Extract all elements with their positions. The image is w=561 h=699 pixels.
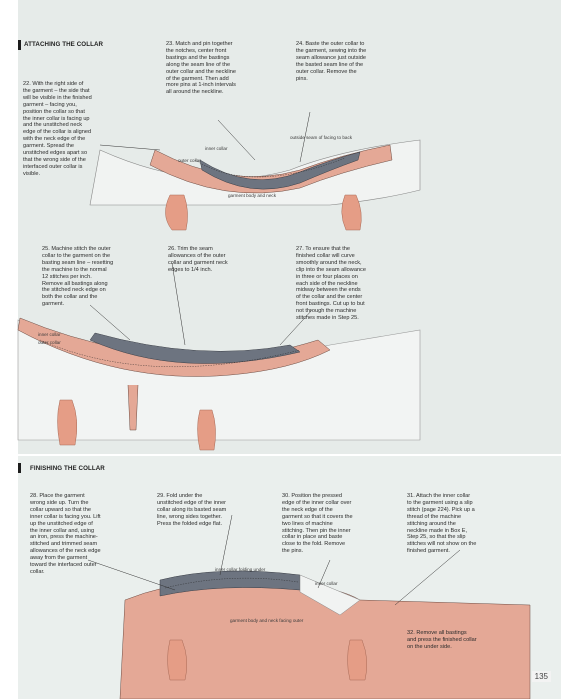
label-outer-collar-mid: outer collar — [38, 340, 61, 345]
right-hand — [342, 195, 362, 230]
label-outer-collar-top: outer collar — [178, 158, 201, 163]
label-garment-body-bottom: garment body and neck facing outer — [230, 618, 304, 623]
step-30: 30. Position the pressed edge of the inner collar over the neck edge of the garment so that it covers the two lines of machine stitching. Then pin the inner collar in place and baste close to the fold. Remove the pins. — [282, 493, 353, 555]
label-inner-collar-top: inner collar — [205, 146, 228, 151]
heading-finishing-collar: FINISHING THE COLLAR — [30, 465, 105, 472]
section-marker-attaching — [18, 40, 21, 50]
step-24: 24. Baste the outer collar to the garment, sewing into the seam allowance just outside the basted seam line of the outer collar. Remove the pins. — [296, 41, 367, 82]
label-inner-collar-bottom: inner collar — [315, 581, 338, 586]
left-hand — [165, 195, 187, 230]
step-25: 25. Machine stitch the outer collar to the garment on the basting seam line – resetting the machine to the normal 12 stitches per inch. Remove all bastings along the stitched neck edge on both the collar and the garment. — [42, 246, 114, 308]
step-26: 26. Trim the seam allowances of the outer collar and garment neck edges to 1/4 inch. — [168, 246, 228, 273]
step-22: 22. With the right side of the garment – the side that will be visible in the finished garment – facing you, position the collar so that the inner collar is facing up and the unstitched neck edge of the collar is aligned with the neck edge of the garment. Spread the unstitched edges apart so that the wrong side of the interfaced outer collar is visible. — [23, 81, 92, 177]
section-marker-finishing — [18, 463, 21, 473]
label-inner-folding: inner collar folding under — [215, 567, 266, 572]
step-27: 27. To ensure that the finished collar will curve smoothly around the neck, clip into the seam allowance in three or four places on each side of the neckline midway between the ends of the collar and the center front bastings. Cut up to but not through the machine stitches made in Step 25. — [296, 246, 366, 322]
step-32: 32. Remove all bastings and press the finished collar on the under side. — [407, 630, 477, 650]
step-23: 23. Match and pin together the notches, center front bastings and the bastings along the seam line of the outer collar and the neckline of the garment. Then add more pins at 1-inch intervals all around the neckline. — [166, 41, 236, 96]
label-outside-seam: outside seam of facing to back — [290, 135, 353, 140]
label-inner-collar-mid: inner collar — [38, 332, 61, 337]
label-garment-body-top: garment body and neck — [228, 193, 277, 198]
heading-attaching-collar: ATTACHING THE COLLAR — [24, 41, 104, 48]
step-28: 28. Place the garment wrong side up. Turn the collar upward so that the inner collar is facing you. Lift up the unstitched edge of the inner collar and, using an iron, press the machine- stitched and trimmed seam allowances of the neck edge away from the garment toward the interfaced outer collar. — [30, 493, 101, 575]
step-29: 29. Fold under the unstitched edge of the inner collar along its basted seam line, wrong sides together. Press the folded edge flat. — [157, 493, 227, 527]
step-31: 31. Attach the inner collar to the garment using a slip stitch (page 224). Pick up a thread of the machine stitching around the neckline made in Box E, Step 25, so that the slip stitches will not show on the finished garment. — [407, 493, 477, 555]
attach-illustration-top — [90, 112, 420, 230]
page-number: 135 — [532, 671, 551, 682]
